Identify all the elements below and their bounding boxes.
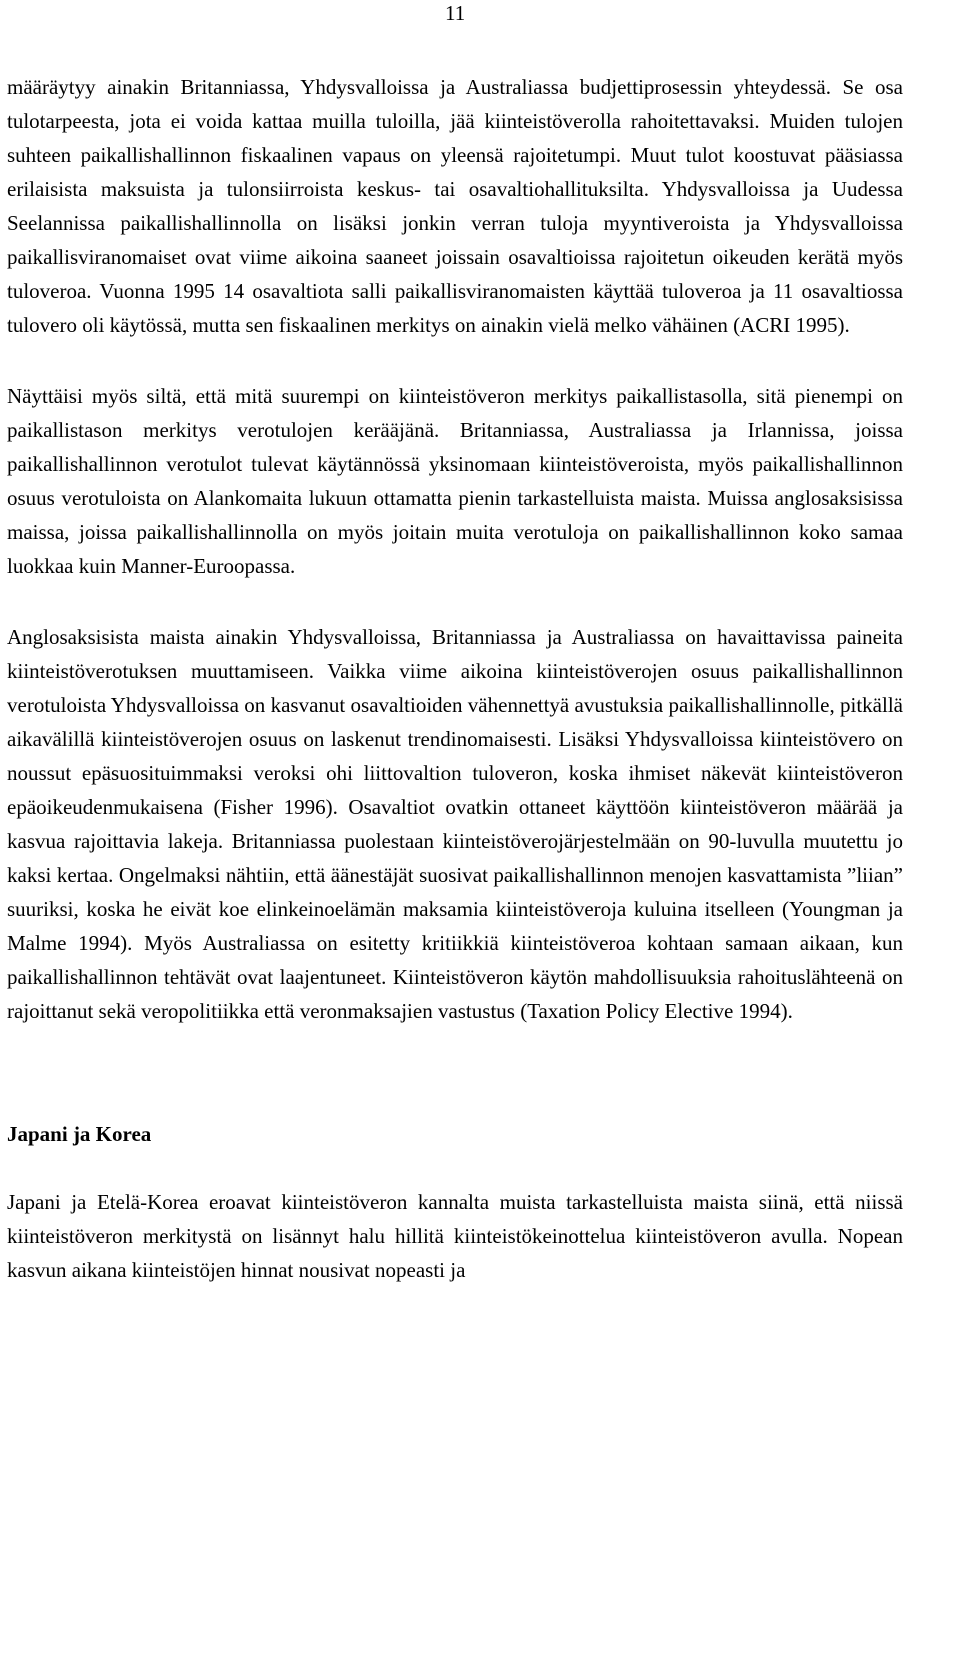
section-heading: Japani ja Korea bbox=[7, 1122, 152, 1146]
paragraph-budget-process: määräytyy ainakin Britanniassa, Yhdysvalloissa ja Australiassa budjettiprosessin yhteydessä. Se osa tulotarpeesta, jota ei voida kattaa muilla tuloilla, jää kiinteistöverolla rahoitettavaksi. Muiden tulojen suhteen paikallishallinnon fiskaalinen vapaus on yleensä rajoitetumpi. Muut tulot koostuvat pääsiassa erilaisista maksuista ja tulonsiirroista keskus- tai osavaltiohallituksilta. Yhdysvalloissa ja Uudessa Seelannissa paikallishallinnolla on lisäksi jonkin verran tuloja myyntiveroista ja Yhdysvalloissa paikallisviranomaiset ovat viime aikoina saaneet joissain osavaltioissa rajoitetun oikeuden kerätä myös tuloveroa. Vuonna 1995 14 osavaltiota salli paikallisviranomaisten käyttää tuloveroa ja 11 osavaltiossa tulovero oli käytössä, mutta sen fiskaalinen merkitys on ainakin vielä melko vähäinen (ACRI 1995). bbox=[7, 75, 903, 337]
page-number: 11 bbox=[445, 1, 466, 25]
paragraph-japan-korea: Japani ja Etelä-Korea eroavat kiinteistöveron kannalta muista tarkastelluista maista siinä, että niissä kiinteistöveron merkitystä on lisännyt halu hillitä kiinteistökeinottelua kiinteistöveron avulla. Nopean kasvun aikana kiinteistöjen hinnat nousivat nopeasti ja bbox=[7, 1190, 903, 1282]
paragraph-anglo-saxon-pressures: Anglosaksisista maista ainakin Yhdysvalloissa, Britanniassa ja Australiassa on havaittavissa paineita kiinteistöverotuksen muuttamiseen. Vaikka viime aikoina kiinteistöverojen osuus paikallishallinnon verotuloista Yhdysvalloissa on kasvanut osavaltioiden vähennettyä avustuksia paikallishallinnolle, pitkällä aikavälillä kiinteistöverojen osuus on laskenut trendinomaisesti. Lisäksi Yhdysvalloissa kiinteistövero on noussut epäsuosituimmaksi veroksi ohi liittovaltion tuloveron, koska ihmiset näkevät kiinteistöveron epäoikeudenmukaisena (Fisher 1996). Osavaltiot ovatkin ottaneet käyttöön kiinteistöveron määrää ja kasvua rajoittavia lakeja. Britanniassa puolestaan kiinteistöverojärjestelmään on 90-luvulla muutettu jo kaksi kertaa. Ongelmaksi nähtiin, että äänestäjät suosivat paikallishallinnon menojen kasvattamista ”liian” suuriksi, koska he eivät koe elinkeinoelämän maksamia kiinteistöveroja kuluina itselleen (Youngman ja Malme 1994). Myös Australiassa on esitetty kritiikkiä kiinteistöveroa kohtaan samaan aikaan, kun paikallishallinnon tehtävät ovat laajentuneet. Kiinteistöveron käytön mahdollisuuksia rahoituslähteenä on rajoittanut sekä veropolitiikka että veronmaksajien vastustus (Taxation Policy Elective 1994). bbox=[7, 625, 903, 1023]
paragraph-property-tax-importance: Näyttäisi myös siltä, että mitä suurempi on kiinteistöveron merkitys paikallistasolla, sitä pienempi on paikallistason merkitys verotulojen kerääjänä. Britanniassa, Australiassa ja Irlannissa, joissa paikallishallinnon verotulot tulevat käytännössä yksinomaan kiinteistöveroista, myös paikallishallinnon osuus verotuloista on Alankomaita lukuun ottamatta pienin tarkastelluista maista. Muissa anglosaksisissa maissa, joissa paikallishallinnolla on myös joitain muita verotuloja on paikallishallinnon koko samaa luokkaa kuin Manner-Euroopassa. bbox=[7, 384, 903, 578]
document-body bbox=[7, 70, 903, 1287]
